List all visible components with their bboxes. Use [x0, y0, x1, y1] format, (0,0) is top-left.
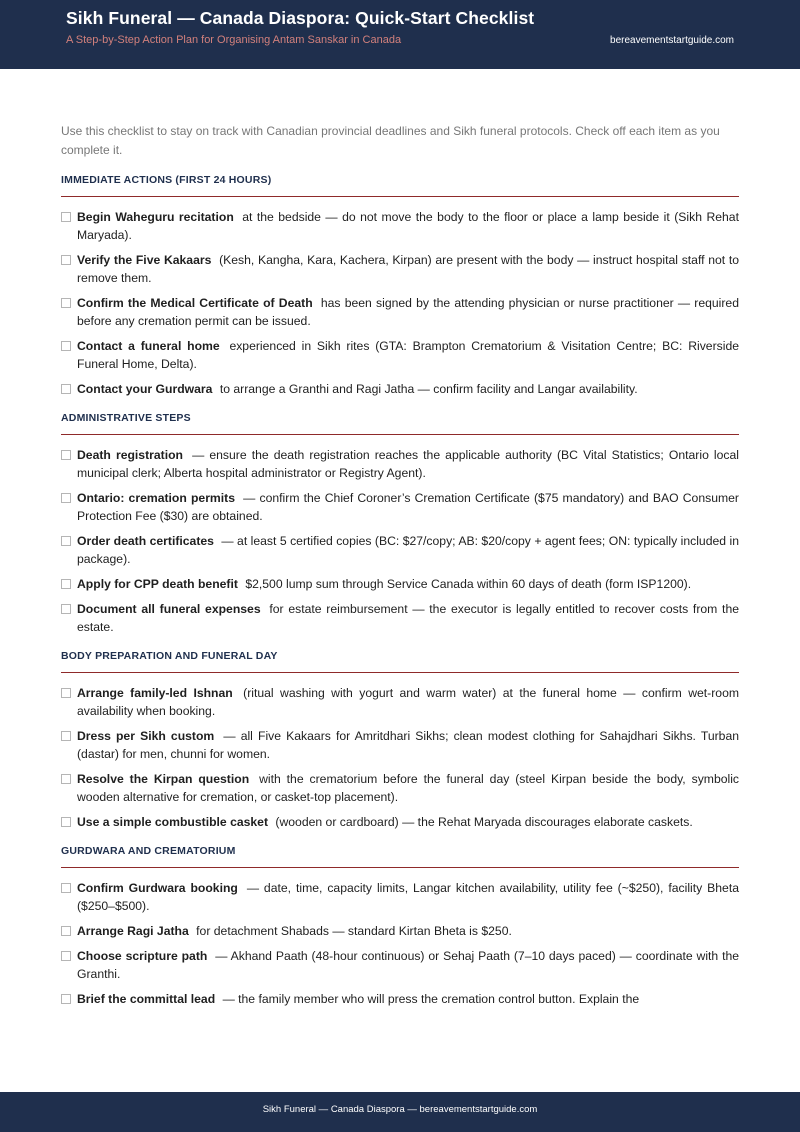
item-heading: Resolve the Kirpan question: [77, 772, 250, 786]
section-title: IMMEDIATE ACTIONS (FIRST 24 HOURS): [61, 174, 739, 197]
item-text: — at least 5 certified copies (BC: $27/copy; AB: $20/copy + agent fees; ON: typically included in package).: [77, 534, 739, 566]
item-heading: Order death certificates: [77, 534, 214, 548]
page-footer: Sikh Funeral — Canada Diaspora — bereavementstartguide.com: [0, 1092, 800, 1132]
item-text: at the bedside — do not move the body to the floor or place a lamp beside it (Sikh Rehat Maryada).: [77, 210, 739, 242]
item-text: (ritual washing with yogurt and warm water) at the funeral home — confirm wet-room availability when booking.: [77, 686, 740, 718]
checklist-item: [61, 575, 739, 593]
checkbox[interactable]: [61, 817, 71, 827]
item-heading: Use a simple combustible casket: [77, 815, 269, 829]
item-text: with the crematorium before the funeral day (steel Kirpan beside the body, symbolic wooden alternative for cremation, or casket-top placement).: [77, 772, 740, 804]
checkbox[interactable]: [61, 883, 71, 893]
checklist-section: [61, 845, 739, 1008]
checkbox[interactable]: [61, 926, 71, 936]
item-heading: Dress per Sikh custom: [77, 729, 215, 743]
checklist-items: [61, 684, 739, 831]
page-header: [0, 0, 800, 69]
item-text: (Kesh, Kangha, Kara, Kachera, Kirpan) are present with the body — instruct hospital staff not to remove them.: [77, 253, 740, 285]
checklist-item: [61, 922, 739, 940]
item-text: — ensure the death registration reaches the applicable authority (BC Vital Statistics; Ontario local municipal clerk; Alberta hospital administrator or Registry Agent).: [77, 448, 739, 480]
item-text: for estate reimbursement — the executor is legally entitled to recover costs from the estate.: [77, 602, 740, 634]
checkbox[interactable]: [61, 212, 71, 222]
checklist-item: [61, 947, 739, 983]
checklist-item: [61, 600, 739, 636]
item-heading: Arrange family-led Ishnan: [77, 686, 233, 700]
item-heading: Apply for CPP death benefit: [77, 577, 238, 591]
item-text: for detachment Shabads — standard Kirtan Bheta is $250.: [196, 924, 512, 938]
checkbox[interactable]: [61, 688, 71, 698]
checkbox[interactable]: [61, 450, 71, 460]
checklist-content: [61, 122, 739, 1022]
item-text: — the family member who will press the cremation control button. Explain the: [222, 992, 640, 1006]
item-text: has been signed by the attending physician or nurse practitioner — required before any cremation permit can be issued.: [77, 296, 739, 328]
checkbox[interactable]: [61, 536, 71, 546]
item-heading: Begin Waheguru recitation: [77, 210, 234, 224]
item-text: — Akhand Paath (48-hour continuous) or Sehaj Paath (7–10 days paced) — coordinate with the Granthi.: [77, 949, 740, 981]
checklist-item: [61, 813, 739, 831]
checkbox[interactable]: [61, 493, 71, 503]
item-heading: Verify the Five Kakaars: [77, 253, 212, 267]
item-heading: Confirm the Medical Certificate of Death: [77, 296, 313, 310]
checklist-item: [61, 251, 739, 287]
checklist-item: [61, 532, 739, 568]
item-heading: Document all funeral expenses: [77, 602, 261, 616]
page-title: Sikh Funeral — Canada Diaspora: Quick-Start Checklist: [66, 8, 535, 28]
intro-text: Use this checklist to stay on track with Canadian provincial deadlines and Sikh funeral protocols. Check off each item as you complete it.: [61, 124, 720, 157]
item-text: to arrange a Granthi and Ragi Jatha — confirm facility and Langar availability.: [219, 382, 638, 396]
checkbox[interactable]: [61, 341, 71, 351]
page-subtitle: A Step-by-Step Action Plan for Organising Antam Sanskar in Canada: [66, 34, 402, 46]
item-text: — all Five Kakaars for Amritdhari Sikhs; clean modest clothing for Sahajdhari Sikhs. Turban (dastar) for men, chunni for women.: [77, 729, 739, 761]
checklist-section: [61, 174, 739, 398]
item-heading: Contact your Gurdwara: [77, 382, 213, 396]
checkbox[interactable]: [61, 255, 71, 265]
checklist-section: [61, 412, 739, 636]
checkbox[interactable]: [61, 951, 71, 961]
item-heading: Brief the committal lead: [77, 992, 216, 1006]
checklist-item: [61, 684, 739, 720]
section-title: ADMINISTRATIVE STEPS: [61, 412, 739, 435]
item-heading: Choose scripture path: [77, 949, 208, 963]
item-heading: Confirm Gurdwara booking: [77, 881, 238, 895]
item-heading: Ontario: cremation permits: [77, 491, 235, 505]
checkbox[interactable]: [61, 298, 71, 308]
item-heading: Death registration: [77, 448, 183, 462]
checkbox[interactable]: [61, 604, 71, 614]
item-heading: Contact a funeral home: [77, 339, 220, 353]
checkbox[interactable]: [61, 774, 71, 784]
item-text: — confirm the Chief Coroner’s Cremation Certificate ($75 mandatory) and BAO Consumer Protection Fee ($30) are obtained.: [77, 491, 739, 523]
checklist-item: [61, 446, 739, 482]
checklist-items: [61, 208, 739, 398]
checklist-section: [61, 650, 739, 831]
item-heading: Arrange Ragi Jatha: [77, 924, 189, 938]
item-text: (wooden or cardboard) — the Rehat Maryada discourages elaborate caskets.: [275, 815, 693, 829]
checkbox[interactable]: [61, 384, 71, 394]
checkbox[interactable]: [61, 731, 71, 741]
checklist-item: [61, 770, 739, 806]
checklist-item: [61, 879, 739, 915]
item-text: — date, time, capacity limits, Langar kitchen availability, utility fee (~$250), facility Bheta ($250–$500).: [77, 881, 739, 913]
checkbox[interactable]: [61, 579, 71, 589]
checklist-items: [61, 446, 739, 636]
section-title: GURDWARA AND CREMATORIUM: [61, 845, 739, 868]
checklist-item: [61, 294, 739, 330]
checklist-sections: [61, 174, 739, 1008]
checklist-item: [61, 380, 739, 398]
item-text: $2,500 lump sum through Service Canada within 60 days of death (form ISP1200).: [245, 577, 692, 591]
section-title: BODY PREPARATION AND FUNERAL DAY: [61, 650, 739, 673]
checkbox[interactable]: [61, 994, 71, 1004]
checklist-items: [61, 879, 739, 1008]
checklist-item: [61, 727, 739, 763]
item-text: experienced in Sikh rites (GTA: Brampton Crematorium & Visitation Centre; BC: Riverside Funeral Home, Delta).: [77, 339, 740, 371]
checklist-item: [61, 337, 739, 373]
site-name: bereavementstartguide.com: [610, 35, 734, 46]
checklist-item: [61, 990, 739, 1008]
checklist-item: [61, 208, 739, 244]
checklist-item: [61, 489, 739, 525]
